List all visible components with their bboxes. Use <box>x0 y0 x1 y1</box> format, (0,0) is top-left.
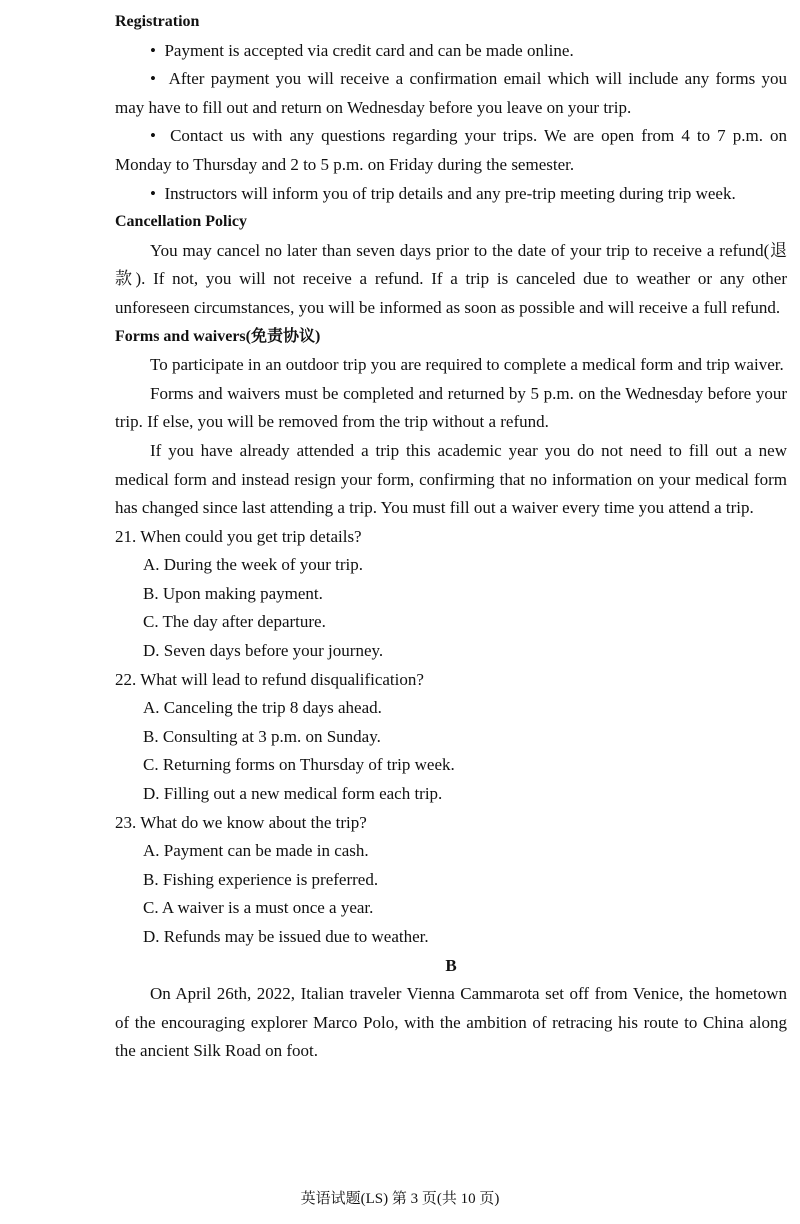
option: C. The day after departure. <box>143 612 326 632</box>
registration-bullet: • Contact us with any questions regarding your trips. We are open from 4 to 7 p.m. on Monday to Thursday and 2 to 5 p.m. on Friday during the semester. <box>115 122 787 179</box>
forms-paragraph: To participate in an outdoor trip you are required to complete a medical form and trip waiver. <box>150 355 784 375</box>
option: C. A waiver is a must once a year. <box>143 898 374 918</box>
page-footer: 英语试题(LS) 第 3 页(共 10 页) <box>300 1191 500 1207</box>
exam-page <box>115 8 787 1066</box>
option: B. Fishing experience is preferred. <box>143 869 379 889</box>
option: D. Refunds may be issued due to weather. <box>143 927 429 946</box>
registration-bullet: • After payment you will receive a confirmation email which will include any forms you may have to fill out and return on Wednesday before you leave on your trip. <box>115 65 787 122</box>
forms-paragraph: If you have already attended a trip this academic year you do not need to fill out a new medical form and instead resign your form, confirming that no information on your medical form has changed since last attending a trip. You must fill out a waiver every time you attend a trip. <box>115 440 787 518</box>
question-stem: 21. When could you get trip details? <box>115 526 362 546</box>
option: A. Canceling the trip 8 days ahead. <box>143 698 382 718</box>
question-stem: 22. What will lead to refund disqualification? <box>115 669 424 689</box>
option: A. During the week of your trip. <box>143 555 364 575</box>
option: B. Upon making payment. <box>143 583 323 603</box>
cancellation-text: You may cancel no later than seven days prior to the date of your trip to receive a refund(退款). If not, you will not receive a refund. If a trip is canceled due to weather or any other unforeseen circumstances, you will be informed as soon as possible and will receive a full refund. <box>115 240 787 317</box>
option: C. Returning forms on Thursday of trip week. <box>143 755 455 775</box>
part-b-paragraph: On April 26th, 2022, Italian traveler Vienna Cammarota set off from Venice, the hometown of the encouraging explorer Marco Polo, with the ambition of retracing his route to China along the ancient Silk Road on foot. <box>115 984 787 1061</box>
question-23 <box>115 809 787 952</box>
question-21 <box>115 523 787 666</box>
option: D. Filling out a new medical form each trip. <box>143 784 443 804</box>
forms-paragraph: Forms and waivers must be completed and returned by 5 p.m. on the Wednesday before your trip. If else, you will be removed from the trip without a refund. <box>115 383 787 432</box>
cancellation-heading: Cancellation Policy <box>115 213 247 231</box>
option: A. Payment can be made in cash. <box>143 841 369 861</box>
option: B. Consulting at 3 p.m. on Sunday. <box>143 726 381 746</box>
registration-heading: Registration <box>115 13 200 30</box>
option: D. Seven days before your journey. <box>143 641 384 661</box>
question-stem: 23. What do we know about the trip? <box>115 812 367 832</box>
part-b-letter: B <box>445 955 457 975</box>
question-22 <box>115 666 787 809</box>
forms-heading: Forms and waivers(免责协议) <box>115 327 321 345</box>
registration-bullet: • Instructors will inform you of trip details and any pre-trip meeting during trip week. <box>115 180 787 209</box>
registration-bullet: • Payment is accepted via credit card and can be made online. <box>115 37 787 66</box>
